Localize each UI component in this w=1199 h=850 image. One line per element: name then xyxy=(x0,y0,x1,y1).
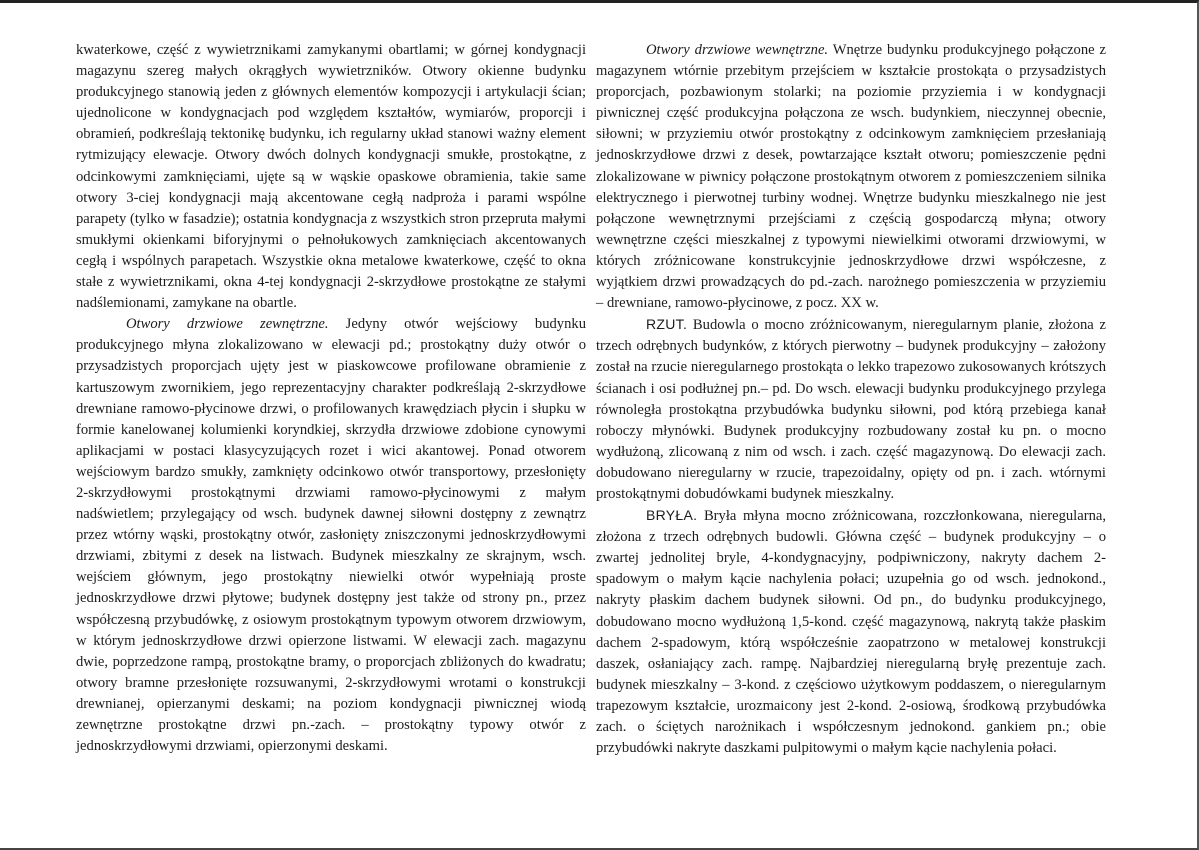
heading-exterior-doors: Otwory drzwiowe zewnętrzne. xyxy=(126,316,329,333)
right-column xyxy=(596,40,1106,759)
heading-plan: RZUT. xyxy=(646,316,688,333)
paragraph-massing-body: Bryła młyna mocno zróżnicowana, rozczłonkowana, nieregularna, złożona z trzech odrębnych budowli. Główna część – budynek produkcyjny – o zwartej jednolitej bryle, 4-kondygnacyjny, podpiwniczony, nakryty dachem 2-spadowym o małym kącie nachylenia połaci; uzupełnia go od wsch. jednokond., nakryty płaskim dachem budynek siłowni. Od pn., do budynku produkcyjnego, dobudowano mocno wydłużoną 1,5-kond. część magazynową, nakrytą także płaskim dachem 2-spadowym, którą współcześnie zaopatrzono w metalowej konstrukcji daszek, osłaniający zach. rampę. Najbardziej nieregularną bryłę prezentuje zach. budynek mieszkalny – 3-kond. z częściowo użytkowym poddaszem, o nieregularnym trapezowym kształcie, urozmaicony jest 2-kond. 2-osiową, środkową przybudówka zach. o ściętych narożnikach i współczesnym jednokond. gankiem pn.; obie przybudówki nakryte daszkami pulpitowymi o małym kącie nachylenia połaci. xyxy=(596,508,1106,757)
paragraph-plan xyxy=(596,314,1106,505)
paragraph-windows-continued: kwaterkowe, część z wywietrznikami zamykanymi obartlami; w górnej kondygnacji magazynu szereg małych okrągłych wywietrzników. Otwory okienne budynku produkcyjnego stanowią jeden z głównych elementów kompozycji i artykulacji ścian; ujednolicone w kondygnacjach pod względem kształtów, wymiarów, proporcji i obramień, podkreślają tektonikę budynku, ich regularny układ stanowi ważny element rytmizujący elewacje. Otwory dwóch dolnych kondygnacji smukłe, prostokątne, z odcinkowymi zamknięciami, ujęte są w wąskie opaskowe obramienia, takie same otwory 3-ciej kondygnacji mają akcentowane cegłą nadproża i parami wspólne parapety (tylko w fasadzie); ostatnia kondygnacja z wszystkich stron przepruta małymi smukłymi okienkami biforyjnymi o pełnołukowych zamknięciach akcentowanych cegłą i wspólnych parapetach. Wszystkie okna metalowe kwaterkowe, część to okna stałe z wywietrznikami, okna 4-tej kondygnacji 2-skrzydłowe prostokątne ze stałymi nadślemionami, zamykane na obartle. xyxy=(76,42,586,312)
paragraph-plan-body: Budowla o mocno zróżnicowanym, nieregularnym planie, złożona z trzech odrębnych budynków, z których pierwotny – budynek produkcyjny – założony został na rzucie nieregularnego prostokąta o lekko trapezowo zukosowanych krótszych ścianach i osi podłużnej pn.– pd. Do wsch. elewacji budynku produkcyjnego przylega równoległa prostokątna przybudówka budynku siłowni, pod którą przebiega kanał roboczy młynówki. Budynek produkcyjny rozbudowany został ku pn. o mocno wydłużoną, zlicowaną z nim od wsch. i zach. część magazynową. Do elewacji zach. dobudowano nieregularny w rzucie, trapezoidalny, opięty od pn. i zach. wtórnymi prostokątnymi dobudówkami budynek mieszkalny. xyxy=(596,317,1106,502)
heading-interior-doors: Otwory drzwiowe wewnętrzne. xyxy=(646,42,829,58)
paragraph-massing xyxy=(596,505,1106,759)
paragraph-interior-doors xyxy=(596,40,1106,314)
paragraph-exterior-doors-body: Jedyny otwór wejściowy budynku produkcyjnego młyna zlokalizowano w elewacji pd.; prostokątny duży otwór o przysadzistych proporcjach ujęty jest w piaskowcowe profilowane obramienie z kartuszowym zwornikiem, jego reprezentacyjny charakter podkreślają 2-skrzydłowe drewniane ramowo-płycinowe drzwi, o profilowanych krawędziach płycin i słupku w formie kanelowanej kolumienki koryndkiej, skrzydła drzwiowe zdobione cynowymi aplikacjami w postaci klasycyzujących rozet i wici akantowej. Ponad otworem wejściowym bardzo smukły, zamknięty odcinkowo otwór transportowy, przesłonięty 2-skrzydłowymi prostokątnymi drzwiami ramowo-płycinowymi z małym nadświetlem; przylegający od wsch. budynek dawnej siłowni dostępny z zewnątrz przez wtórny wąski, prostokątny otwór, zasłonięty zniszczonymi jednoskrzydłowymi drzwiami, zbitymi z desek na listwach. Budynek mieszkalny ze skrajnym, wsch. wejściem głównym, jego prostokątny niewielki otwór wypełniają proste jednoskrzydłowe drzwi płytowe; budynek dostępny jest także od strony pn., przez współczesną przybudówkę, z osiowym prostokątnym typowym otworem drzwiowym, w którym jednoskrzydłowe drzwi opierzone listwami. W elewacji zach. magazynu dwie, poprzedzone rampą, prostokątne bramy, o proporcjach zbliżonych do kwadratu; otwory bramne przesłonięte rozsuwanymi, 2-skrzydłowymi wrotami o konstrukcji drewnianej, opierzanymi deskami; na poziom kondygnacji piwnicznej wiodą zewnętrzne prostokątne drzwi pn.-zach. – prostokątny typowy otwór z jednoskrzydłowymi drzwiami, opierzonymi deskami. xyxy=(76,316,586,755)
paragraph-interior-doors-body: Wnętrze budynku produkcyjnego połączone z magazynem wtórnie przebitym przejściem w kształcie prostokąta o przysadzistych proporcjach, pozbawionym stolarki; na poziomie przyziemia i w kondygnacji piwnicznej część produkcyjna połączona ze wsch. budynkiem, nieczynnej obecnie, siłowni; w przyziemiu otwór prostokątny z odcinkowym zamknięciem przesłaniają jednoskrzydłowe drzwi z desek, powtarzające kształt otworu; pomieszczenie pędni zlokalizowane w piwnicy połączone prostokątnym otworem z pomieszczeniem silnika elektrycznego i pierwotnej turbiny wodnej. Wnętrze budynku mieszkalnego nie jest połączone wewnętrznymi przejściami z częścią gospodarczą młyna; otwory wewnętrzne części mieszkalnej z typowymi niewielkimi otworami drzwiowymi, w których zróżnicowane konstrukcyjnie jednoskrzydłowe drzwi współczesne, z wyjątkiem drzwi prowadzących do pd.-zach. narożnego pomieszczenia w przyziemiu – drewniane, ramowo-płycinowe, z pocz. XX w. xyxy=(596,42,1106,312)
paragraph-exterior-doors xyxy=(76,314,586,757)
left-column xyxy=(76,40,586,757)
heading-massing: BRYŁA. xyxy=(646,507,698,524)
